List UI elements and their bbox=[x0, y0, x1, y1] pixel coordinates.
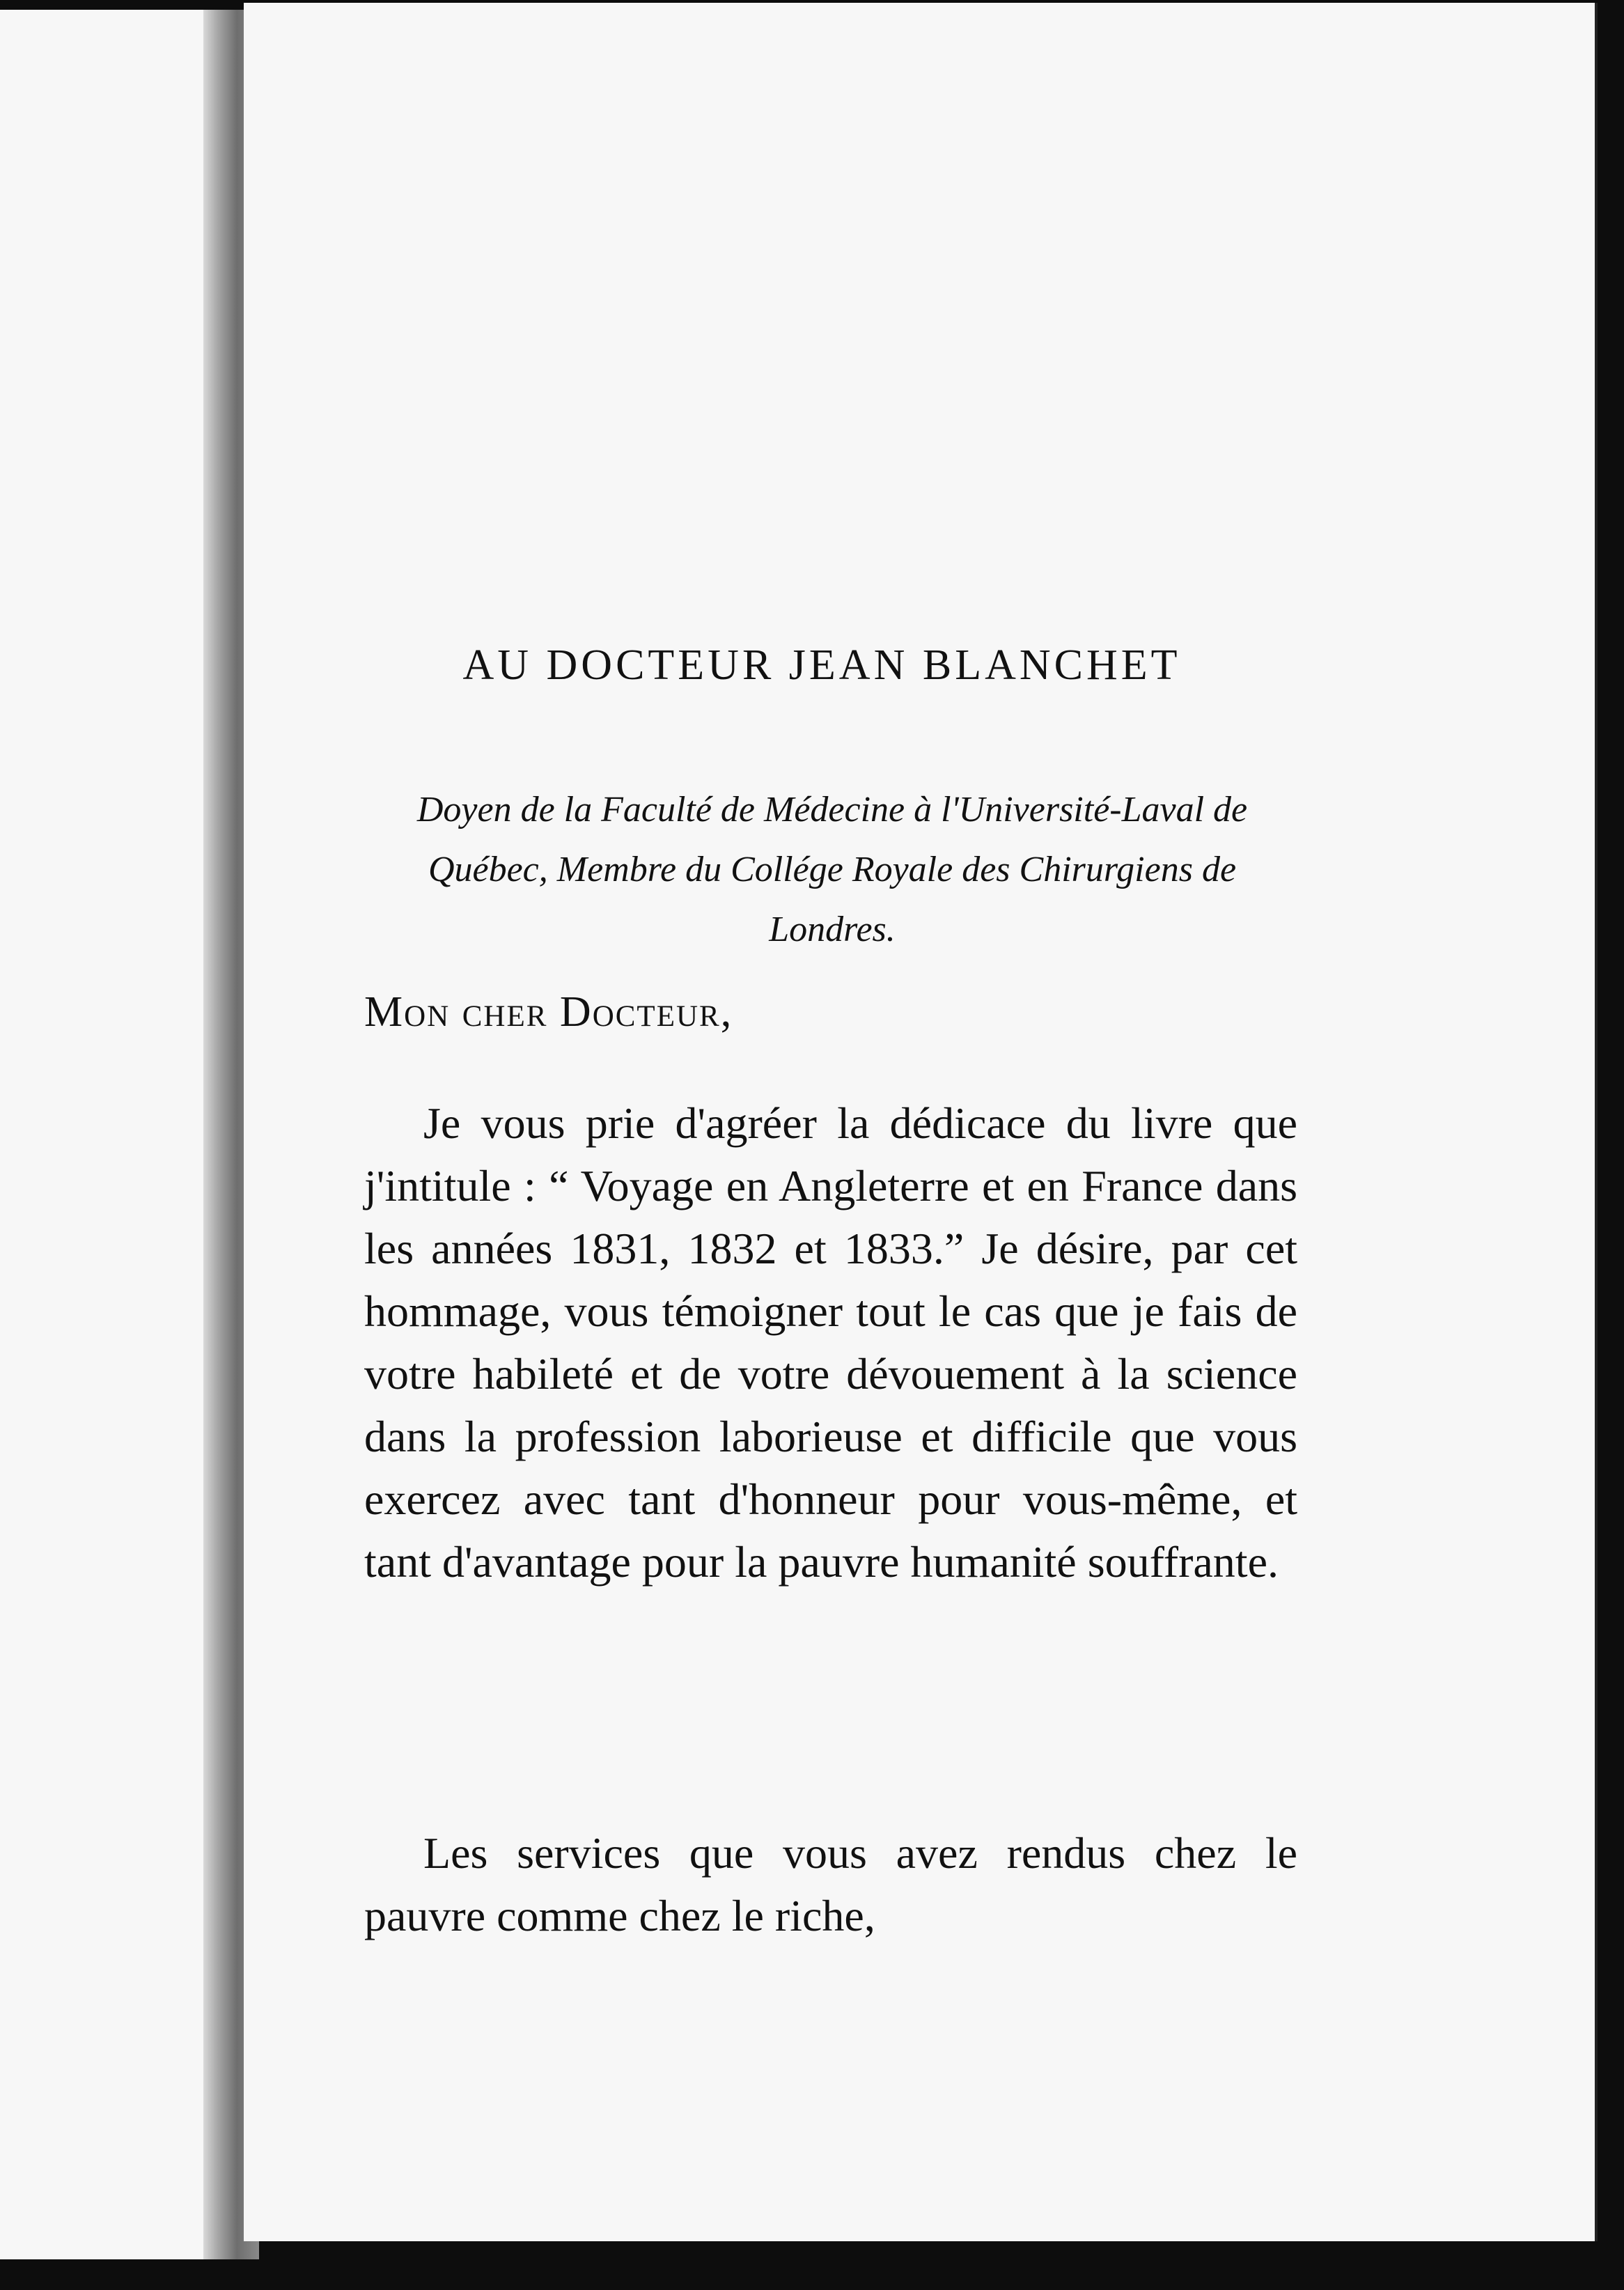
facing-page-left bbox=[0, 10, 209, 2259]
body-paragraph-1: Je vous prie d'agréer la dédicace du livre que j'intitule : “ Voyage en Angleterre et en France dans les années 1831, 1832 et 1833.” Je désire, par cet hommage, vous témoigner tout le cas que je fais de votre habileté et de votre dévouement à la science dans la profession laborieuse et difficile que vous exercez avec tant d'honneur pour vous-même, et tant d'avantage pour la pauvre humanité souffrante. bbox=[364, 1098, 1297, 1587]
body-paragraph-2: Les services que vous avez rendus chez le pauvre comme chez le riche, bbox=[364, 1828, 1297, 1940]
dedication-subtitle: Doyen de la Faculté de Médecine à l'Université-Laval de Québec, Membre du Collége Royale des Chirurgiens de Londres. bbox=[416, 790, 1248, 949]
dedication-title: AU DOCTEUR JEAN BLANCHET bbox=[462, 641, 1181, 689]
salutation: Mon cher Docteur, bbox=[364, 988, 733, 1036]
